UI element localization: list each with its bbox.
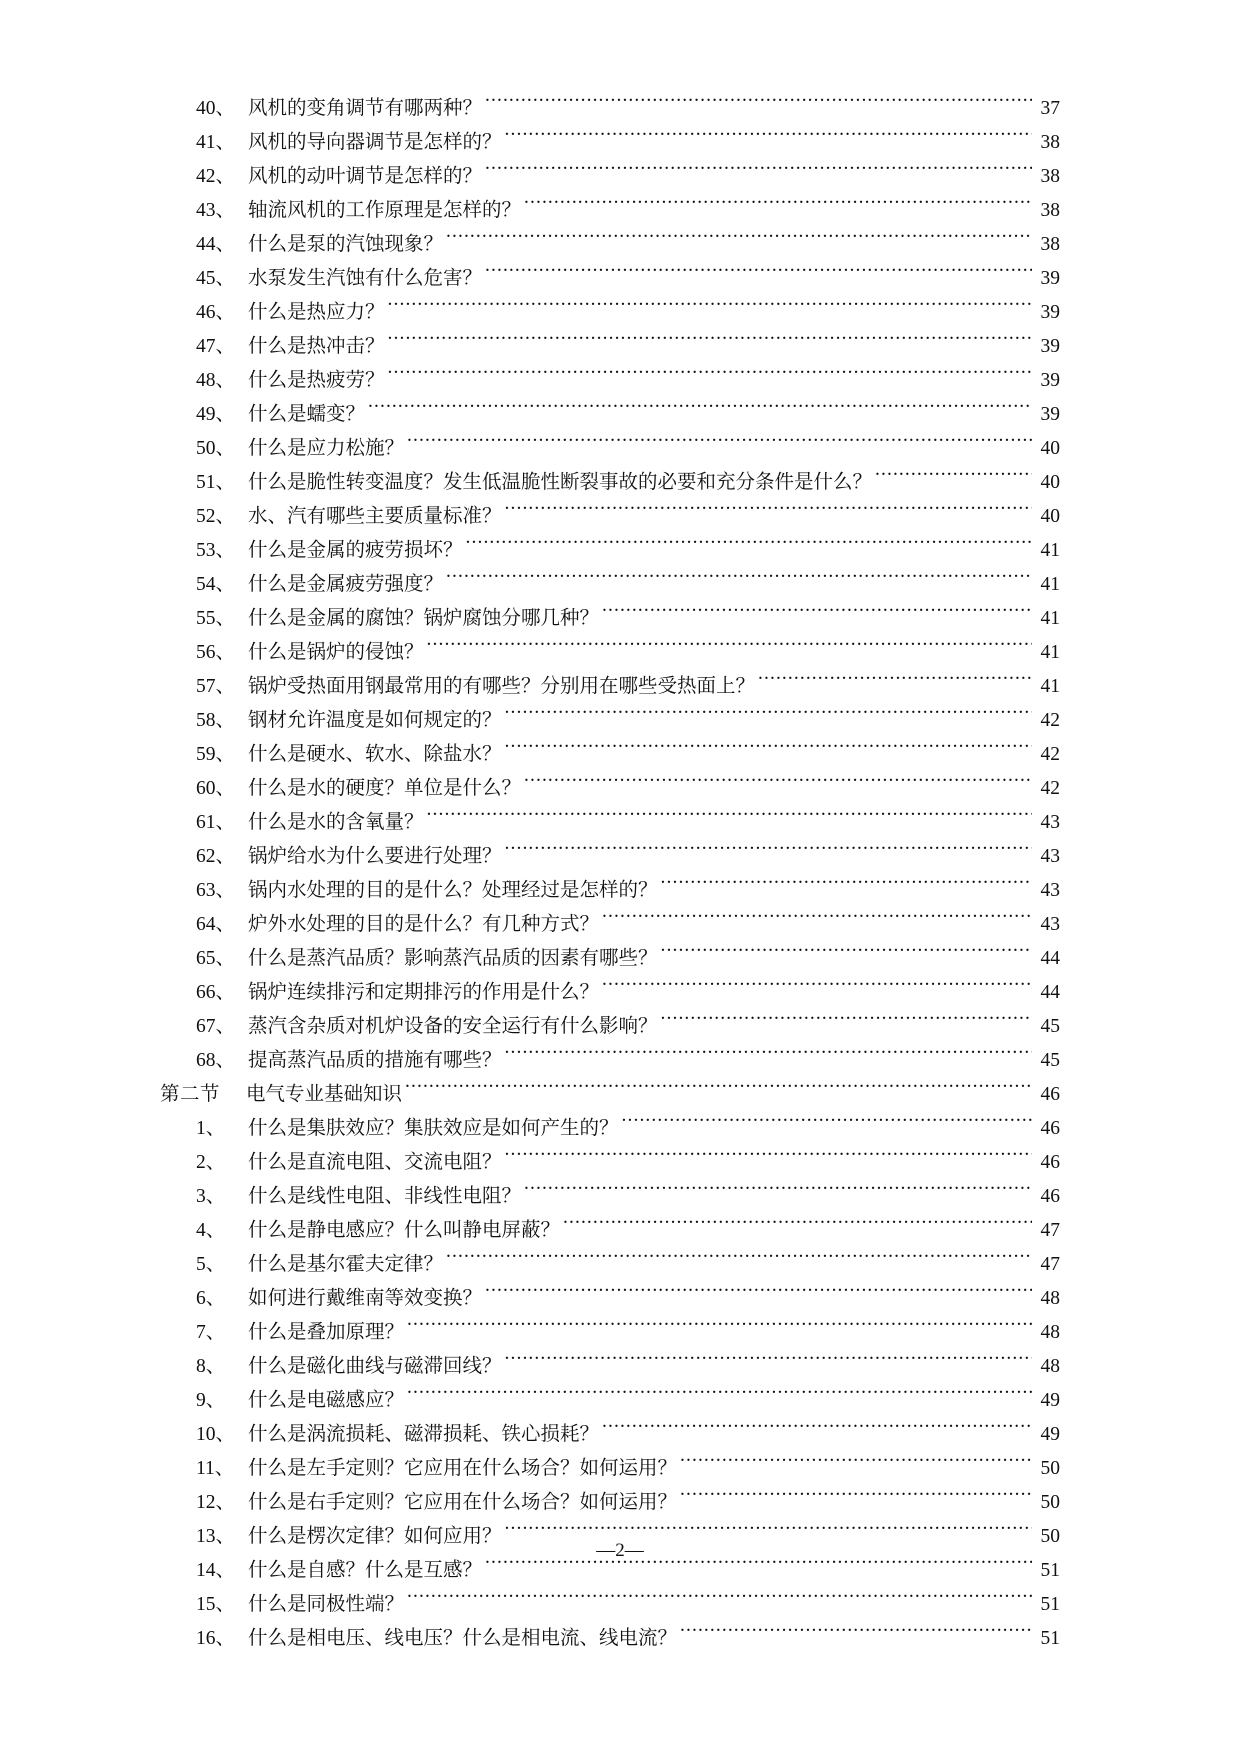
toc-leader-dots bbox=[524, 775, 1032, 795]
toc-item-number: 1、 bbox=[196, 1118, 226, 1139]
toc-page-number: 38 bbox=[1040, 234, 1060, 255]
toc-item-title: 什么是硬水、软水、除盐水？ bbox=[248, 744, 502, 765]
toc-item-entry[interactable] bbox=[160, 942, 1060, 976]
toc-item-entry[interactable] bbox=[160, 976, 1060, 1010]
toc-item-entry[interactable] bbox=[160, 1248, 1060, 1282]
toc-item-number: 7、 bbox=[196, 1322, 226, 1343]
toc-item-entry[interactable] bbox=[160, 1350, 1060, 1384]
toc-leader-dots bbox=[680, 1455, 1032, 1475]
toc-item-title: 炉外水处理的目的是什么？有几种方式？ bbox=[248, 914, 600, 935]
toc-item-title: 什么是水的含氧量？ bbox=[248, 812, 424, 833]
toc-section-label: 第二节 bbox=[160, 1084, 221, 1105]
toc-leader-dots bbox=[446, 231, 1032, 251]
toc-page-number: 38 bbox=[1040, 166, 1060, 187]
toc-item-entry[interactable] bbox=[160, 296, 1060, 330]
toc-leader-dots bbox=[485, 163, 1032, 183]
toc-leader-dots bbox=[875, 469, 1032, 489]
toc-item-number: 41、 bbox=[196, 132, 236, 153]
toc-page-number: 50 bbox=[1040, 1458, 1060, 1479]
toc-item-entry[interactable] bbox=[160, 500, 1060, 534]
toc-leader-dots bbox=[661, 877, 1032, 897]
toc-page-number: 45 bbox=[1040, 1016, 1060, 1037]
toc-page-number: 42 bbox=[1040, 744, 1060, 765]
toc-page-number: 39 bbox=[1040, 268, 1060, 289]
toc-item-entry[interactable] bbox=[160, 1146, 1060, 1180]
toc-leader-dots bbox=[505, 129, 1032, 149]
toc-leader-dots bbox=[446, 571, 1032, 591]
toc-item-number: 50、 bbox=[196, 438, 236, 459]
toc-item-title: 什么是应力松施？ bbox=[248, 438, 405, 459]
toc-item-entry[interactable] bbox=[160, 432, 1060, 466]
toc-item-entry[interactable] bbox=[160, 1452, 1060, 1486]
toc-item-title: 什么是相电压、线电压？什么是相电流、线电流？ bbox=[248, 1628, 678, 1649]
toc-item-number: 2、 bbox=[196, 1152, 226, 1173]
toc-item-number: 65、 bbox=[196, 948, 236, 969]
toc-item-title: 风机的动叶调节是怎样的？ bbox=[248, 166, 483, 187]
toc-item-number: 48、 bbox=[196, 370, 236, 391]
toc-item-entry[interactable] bbox=[160, 874, 1060, 908]
toc-item-number: 61、 bbox=[196, 812, 236, 833]
toc-item-entry[interactable] bbox=[160, 1180, 1060, 1214]
toc-item-entry[interactable] bbox=[160, 1384, 1060, 1418]
toc-leader-dots bbox=[368, 401, 1032, 421]
toc-page-number: 47 bbox=[1040, 1254, 1060, 1275]
toc-item-title: 什么是叠加原理？ bbox=[248, 1322, 405, 1343]
toc-page-number: 39 bbox=[1040, 370, 1060, 391]
toc-page-number: 48 bbox=[1040, 1322, 1060, 1343]
toc-leader-dots bbox=[505, 707, 1032, 727]
toc-item-title: 什么是线性电阻、非线性电阻？ bbox=[248, 1186, 522, 1207]
toc-item-title: 风机的导向器调节是怎样的？ bbox=[248, 132, 502, 153]
toc-item-entry[interactable] bbox=[160, 1214, 1060, 1248]
toc-item-number: 42、 bbox=[196, 166, 236, 187]
toc-item-number: 9、 bbox=[196, 1390, 226, 1411]
toc-page-number: 51 bbox=[1040, 1628, 1060, 1649]
toc-page-number: 38 bbox=[1040, 200, 1060, 221]
toc-page-number: 42 bbox=[1040, 778, 1060, 799]
toc-page-number: 47 bbox=[1040, 1220, 1060, 1241]
toc-leader-dots bbox=[427, 809, 1032, 829]
toc-item-number: 52、 bbox=[196, 506, 236, 527]
toc-item-entry[interactable] bbox=[160, 1112, 1060, 1146]
toc-item-number: 14、 bbox=[196, 1560, 236, 1581]
toc-leader-dots bbox=[524, 1183, 1032, 1203]
toc-item-entry[interactable] bbox=[160, 704, 1060, 738]
toc-leader-dots bbox=[485, 95, 1032, 115]
toc-item-entry[interactable] bbox=[160, 738, 1060, 772]
toc-item-entry[interactable] bbox=[160, 160, 1060, 194]
toc-leader-dots bbox=[446, 1251, 1032, 1271]
toc-page-number: 45 bbox=[1040, 1050, 1060, 1071]
toc-item-number: 58、 bbox=[196, 710, 236, 731]
toc-leader-dots bbox=[680, 1489, 1032, 1509]
toc-item-number: 4、 bbox=[196, 1220, 226, 1241]
toc-item-number: 16、 bbox=[196, 1628, 236, 1649]
toc-item-number: 60、 bbox=[196, 778, 236, 799]
toc-page-number: 43 bbox=[1040, 846, 1060, 867]
toc-page-number: 39 bbox=[1040, 336, 1060, 357]
toc-page-number: 46 bbox=[1040, 1186, 1060, 1207]
toc-item-title: 什么是蠕变？ bbox=[248, 404, 366, 425]
toc-page-number: 41 bbox=[1040, 540, 1060, 561]
toc-item-title: 提高蒸汽品质的措施有哪些？ bbox=[248, 1050, 502, 1071]
toc-item-title: 什么是金属疲劳强度？ bbox=[248, 574, 444, 595]
toc-item-entry[interactable] bbox=[160, 92, 1060, 126]
toc-item-number: 47、 bbox=[196, 336, 236, 357]
toc-item-number: 57、 bbox=[196, 676, 236, 697]
toc-section-title: 电气专业基础知识 bbox=[246, 1084, 403, 1105]
toc-item-title: 什么是热应力？ bbox=[248, 302, 385, 323]
toc-leader-dots bbox=[485, 265, 1032, 285]
toc-leader-dots bbox=[407, 1319, 1032, 1339]
toc-item-entry[interactable] bbox=[160, 636, 1060, 670]
toc-item-number: 66、 bbox=[196, 982, 236, 1003]
toc-page-number: 51 bbox=[1040, 1594, 1060, 1615]
toc-item-number: 12、 bbox=[196, 1492, 236, 1513]
toc-item-number: 15、 bbox=[196, 1594, 236, 1615]
toc-item-title: 水泵发生汽蚀有什么危害？ bbox=[248, 268, 483, 289]
toc-page-number: 39 bbox=[1040, 302, 1060, 323]
toc-leader-dots bbox=[388, 367, 1032, 387]
toc-page-number: 37 bbox=[1040, 98, 1060, 119]
toc-item-entry[interactable] bbox=[160, 670, 1060, 704]
toc-item-entry[interactable] bbox=[160, 1622, 1060, 1656]
toc-item-number: 44、 bbox=[196, 234, 236, 255]
toc-page-number: 40 bbox=[1040, 506, 1060, 527]
toc-item-title: 什么是水的硬度？单位是什么？ bbox=[248, 778, 522, 799]
toc-page-number: 44 bbox=[1040, 948, 1060, 969]
toc-item-number: 13、 bbox=[196, 1526, 236, 1547]
toc-page-number: 44 bbox=[1040, 982, 1060, 1003]
toc-item-entry[interactable] bbox=[160, 126, 1060, 160]
toc-item-number: 5、 bbox=[196, 1254, 226, 1275]
toc-item-entry[interactable] bbox=[160, 398, 1060, 432]
toc-leader-dots bbox=[388, 333, 1032, 353]
toc-page-number: 51 bbox=[1040, 1560, 1060, 1581]
toc-item-title: 什么是同极性端？ bbox=[248, 1594, 405, 1615]
page-footer: —2— bbox=[596, 1540, 644, 1561]
toc-page-number: 39 bbox=[1040, 404, 1060, 425]
toc-item-title: 什么是右手定则？它应用在什么场合？如何运用？ bbox=[248, 1492, 678, 1513]
toc-item-entry[interactable] bbox=[160, 1486, 1060, 1520]
toc-item-number: 56、 bbox=[196, 642, 236, 663]
toc-item-title: 什么是泵的汽蚀现象？ bbox=[248, 234, 444, 255]
toc-item-number: 54、 bbox=[196, 574, 236, 595]
toc-leader-dots bbox=[405, 1081, 1032, 1101]
toc-item-number: 43、 bbox=[196, 200, 236, 221]
toc-page-number: 50 bbox=[1040, 1492, 1060, 1513]
toc-item-entry[interactable] bbox=[160, 840, 1060, 874]
toc-leader-dots bbox=[505, 741, 1032, 761]
toc-leader-dots bbox=[388, 299, 1032, 319]
toc-item-number: 11、 bbox=[196, 1458, 235, 1479]
toc-leader-dots bbox=[505, 843, 1032, 863]
toc-item-entry[interactable] bbox=[160, 1044, 1060, 1078]
toc-item-number: 59、 bbox=[196, 744, 236, 765]
toc-item-title: 锅炉连续排污和定期排污的作用是什么？ bbox=[248, 982, 600, 1003]
toc-page-number: 46 bbox=[1040, 1118, 1060, 1139]
toc-item-entry[interactable] bbox=[160, 602, 1060, 636]
toc-item-title: 什么是磁化曲线与磁滞回线？ bbox=[248, 1356, 502, 1377]
toc-item-title: 水、汽有哪些主要质量标准？ bbox=[248, 506, 502, 527]
toc-item-number: 45、 bbox=[196, 268, 236, 289]
toc-item-number: 49、 bbox=[196, 404, 236, 425]
toc-item-title: 什么是集肤效应？集肤效应是如何产生的？ bbox=[248, 1118, 619, 1139]
toc-item-title: 蒸汽含杂质对机炉设备的安全运行有什么影响？ bbox=[248, 1016, 658, 1037]
toc-item-title: 什么是蒸汽品质？影响蒸汽品质的因素有哪些？ bbox=[248, 948, 658, 969]
toc-page-number: 48 bbox=[1040, 1356, 1060, 1377]
toc-leader-dots bbox=[407, 1387, 1032, 1407]
toc-item-title: 什么是热冲击？ bbox=[248, 336, 385, 357]
toc-leader-dots bbox=[602, 911, 1032, 931]
toc-leader-dots bbox=[563, 1217, 1032, 1237]
toc-item-title: 什么是热疲劳？ bbox=[248, 370, 385, 391]
toc-item-number: 64、 bbox=[196, 914, 236, 935]
toc-leader-dots bbox=[505, 1353, 1032, 1373]
toc-page-number: 38 bbox=[1040, 132, 1060, 153]
toc-item-title: 锅炉给水为什么要进行处理？ bbox=[248, 846, 502, 867]
toc-item-entry[interactable] bbox=[160, 1282, 1060, 1316]
toc-page-number: 49 bbox=[1040, 1424, 1060, 1445]
toc-section-entry[interactable] bbox=[160, 1078, 1060, 1112]
toc-leader-dots bbox=[466, 537, 1032, 557]
toc-item-title: 什么是基尔霍夫定律？ bbox=[248, 1254, 444, 1275]
toc-item-entry[interactable] bbox=[160, 364, 1060, 398]
toc-leader-dots bbox=[602, 1421, 1032, 1441]
toc-item-entry[interactable] bbox=[160, 806, 1060, 840]
toc-leader-dots bbox=[505, 503, 1032, 523]
toc-item-entry[interactable] bbox=[160, 772, 1060, 806]
toc-leader-dots bbox=[427, 639, 1032, 659]
toc-item-entry[interactable] bbox=[160, 1588, 1060, 1622]
toc-item-entry[interactable] bbox=[160, 908, 1060, 942]
toc-item-number: 46、 bbox=[196, 302, 236, 323]
toc-item-number: 6、 bbox=[196, 1288, 226, 1309]
toc-item-title: 什么是锅炉的侵蚀？ bbox=[248, 642, 424, 663]
toc-item-title: 风机的变角调节有哪两种？ bbox=[248, 98, 483, 119]
toc-page-number: 41 bbox=[1040, 676, 1060, 697]
toc-page-number: 43 bbox=[1040, 880, 1060, 901]
toc-item-number: 40、 bbox=[196, 98, 236, 119]
toc-item-entry[interactable] bbox=[160, 330, 1060, 364]
toc-leader-dots bbox=[602, 979, 1032, 999]
toc-item-number: 3、 bbox=[196, 1186, 226, 1207]
toc-item-title: 什么是直流电阻、交流电阻？ bbox=[248, 1152, 502, 1173]
toc-item-title: 什么是涡流损耗、磁滞损耗、铁心损耗？ bbox=[248, 1424, 600, 1445]
toc-leader-dots bbox=[661, 1013, 1032, 1033]
toc-item-title: 锅炉受热面用钢最常用的有哪些？分别用在哪些受热面上？ bbox=[248, 676, 756, 697]
toc-item-title: 锅内水处理的目的是什么？处理经过是怎样的？ bbox=[248, 880, 658, 901]
toc-leader-dots bbox=[505, 1149, 1032, 1169]
toc-item-number: 67、 bbox=[196, 1016, 236, 1037]
toc-item-number: 63、 bbox=[196, 880, 236, 901]
toc-page-number: 48 bbox=[1040, 1288, 1060, 1309]
toc-page-number: 40 bbox=[1040, 472, 1060, 493]
toc-item-title: 钢材允许温度是如何规定的？ bbox=[248, 710, 502, 731]
toc-page-number: 43 bbox=[1040, 812, 1060, 833]
toc-item-number: 10、 bbox=[196, 1424, 236, 1445]
toc-item-number: 68、 bbox=[196, 1050, 236, 1071]
toc-leader-dots bbox=[602, 605, 1032, 625]
toc-item-title: 什么是静电感应？什么叫静电屏蔽？ bbox=[248, 1220, 561, 1241]
toc-item-title: 什么是左手定则？它应用在什么场合？如何运用？ bbox=[248, 1458, 678, 1479]
toc-item-title: 什么是楞次定律？如何应用？ bbox=[248, 1526, 502, 1547]
toc-item-entry[interactable] bbox=[160, 1010, 1060, 1044]
toc-page-number: 46 bbox=[1040, 1152, 1060, 1173]
toc-item-title: 什么是脆性转变温度？发生低温脆性断裂事故的必要和充分条件是什么？ bbox=[248, 472, 873, 493]
toc-page-number: 49 bbox=[1040, 1390, 1060, 1411]
toc-page-number: 40 bbox=[1040, 438, 1060, 459]
toc-leader-dots bbox=[758, 673, 1032, 693]
toc-leader-dots bbox=[407, 1591, 1032, 1611]
toc-item-number: 53、 bbox=[196, 540, 236, 561]
toc-item-number: 8、 bbox=[196, 1356, 226, 1377]
toc-item-entry[interactable] bbox=[160, 1316, 1060, 1350]
toc-item-entry[interactable] bbox=[160, 262, 1060, 296]
toc-page-number: 41 bbox=[1040, 608, 1060, 629]
toc-leader-dots bbox=[661, 945, 1032, 965]
toc-leader-dots bbox=[680, 1625, 1032, 1645]
toc-item-entry[interactable] bbox=[160, 1418, 1060, 1452]
toc-leader-dots bbox=[505, 1047, 1032, 1067]
toc-item-title: 轴流风机的工作原理是怎样的？ bbox=[248, 200, 522, 221]
toc-item-title: 如何进行戴维南等效变换？ bbox=[248, 1288, 483, 1309]
toc-item-entry[interactable] bbox=[160, 466, 1060, 500]
toc-page-number: 41 bbox=[1040, 642, 1060, 663]
toc-leader-dots bbox=[524, 197, 1032, 217]
toc-item-number: 62、 bbox=[196, 846, 236, 867]
toc-item-title: 什么是金属的腐蚀？锅炉腐蚀分哪几种？ bbox=[248, 608, 600, 629]
toc-leader-dots bbox=[485, 1285, 1032, 1305]
toc-item-entry[interactable] bbox=[160, 534, 1060, 568]
toc-leader-dots bbox=[622, 1115, 1032, 1135]
toc-item-number: 51、 bbox=[196, 472, 236, 493]
toc-item-entry[interactable] bbox=[160, 568, 1060, 602]
toc-page-number: 50 bbox=[1040, 1526, 1060, 1547]
toc-page-number: 43 bbox=[1040, 914, 1060, 935]
toc-page-number: 46 bbox=[1040, 1084, 1060, 1105]
toc-item-title: 什么是自感？什么是互感？ bbox=[248, 1560, 483, 1581]
toc-item-entry[interactable] bbox=[160, 228, 1060, 262]
toc-item-entry[interactable] bbox=[160, 194, 1060, 228]
table-of-contents bbox=[160, 92, 1060, 1656]
toc-item-number: 55、 bbox=[196, 608, 236, 629]
toc-page-number: 42 bbox=[1040, 710, 1060, 731]
toc-page-number: 41 bbox=[1040, 574, 1060, 595]
toc-item-title: 什么是金属的疲劳损坏？ bbox=[248, 540, 463, 561]
toc-leader-dots bbox=[407, 435, 1032, 455]
toc-item-title: 什么是电磁感应？ bbox=[248, 1390, 405, 1411]
